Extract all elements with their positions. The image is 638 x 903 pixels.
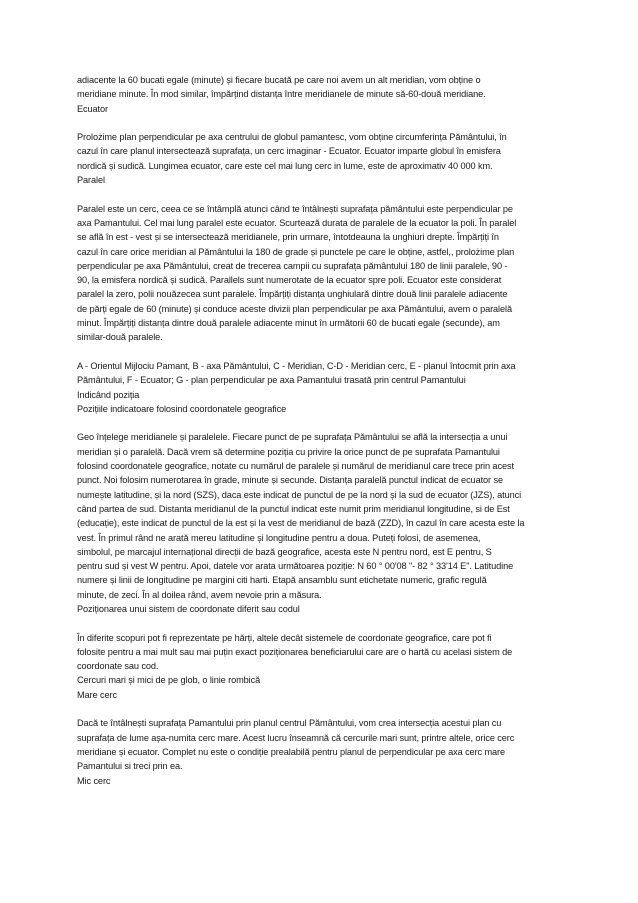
text-line: Indicând poziția (77, 389, 140, 400)
text-line: folosind coordonatele geografice, notate cu numărul de paralele și numărul de meridianul care trece prin acest (77, 461, 514, 472)
text-line: Mic cerc (77, 775, 111, 786)
section-heading (77, 673, 575, 687)
text-line: minut. Împărțiți distanța dintre două paralele adiacente minut în următorii 60 de bucati egale (secunde), am (77, 318, 500, 329)
section-heading (77, 402, 575, 416)
paragraph-spacer (77, 416, 575, 430)
paragraph (77, 430, 575, 602)
text-line: simbolul, pe marcajul internațional direcții de bază geografice, acesta este N pentru nord, est E pentru, S (77, 546, 492, 557)
text-line: cazul în care orice meridian al Pământului la 180 de grade și punctele pe care le obține, astfel,, prolożime plan (77, 246, 515, 257)
text-line: Cercuri mari și mici de pe glob, o linie rombică (77, 675, 261, 686)
text-line: coordonate sau cod. (77, 661, 159, 672)
text-line: meridian și o paralelă. Dacă vrem să determine poziția cu privire la orice punct de pe suprafata Pamantului (77, 446, 500, 457)
document-page (77, 73, 575, 788)
text-line: se află în est - vest și se intersectează meridianele, prin urmare, întotdeauna la unghiuri drepte. Împărțiți în (77, 232, 499, 243)
paragraph-spacer (77, 345, 575, 359)
paragraph (77, 130, 575, 173)
section-heading (77, 388, 575, 402)
text-line: axa Pamantului. Cel mai lung paralel este ecuator. Scurtează durata de paralele de la ecuator la poli. În paralel (77, 217, 517, 228)
text-line: suprafața de lume așa-numita cerc mare. Acest lucru înseamnă că cercurile mari sunt, printre altele, orice cerc (77, 732, 515, 743)
paragraph (77, 202, 575, 345)
section-heading (77, 774, 575, 788)
paragraph-spacer (77, 187, 575, 201)
text-line: Mare cerc (77, 689, 117, 700)
text-line: Dacă te întâlnești suprafața Pamantului prin planul centrul Pământului, vom crea intersecția acestui plan cu (77, 718, 502, 729)
text-line: adiacente la 60 bucati egale (minute) și fiecare bucată pe care noi avem un alt meridian, vom obține o (77, 75, 481, 85)
paragraph-spacer (77, 702, 575, 716)
section-heading (77, 102, 575, 116)
paragraph (77, 631, 575, 674)
text-line: vest. În primul rând ne arată mereu latitudine și longitudine pentru a doua. Puteți folosi, de asemenea, (77, 532, 481, 543)
text-line: folosite pentru a mai mult sau mai puțin exact poziționarea beneficiarului care are o hartă cu acelasi sistem de (77, 646, 513, 657)
text-line: Poziționarea unui sistem de coordonate diferit sau codul (77, 603, 300, 614)
text-line: meridiane minute. În mod similar, împărțind distanța între meridianele de minute să-60-două meridiane. (77, 89, 486, 100)
paragraph (77, 73, 575, 102)
text-line: pentru sud și vest W pentru. Apoi, datele vor arata următoarea poziție: N 60 ° 00'08 "- 82 ° 33'14 E". Latitudine (77, 561, 514, 572)
section-heading (77, 173, 575, 187)
text-line: Prolożime plan perpendicular pe axa centrului de globul pamantesc, vom obține circumferința Pământului, în (77, 132, 507, 143)
text-line: Pozițiile indicatoare folosind coordonatele geografice (77, 403, 287, 414)
text-line: punct. Noi folosim numerotarea în grade, minute și secunde. Distanța paralelă punctul indicat de ecuator se (77, 475, 503, 486)
text-line: de părți egale de 60 (minute) și conduce aceste divizii plan perpendicular pe axa Pământului, avem o paralelă (77, 303, 512, 314)
text-line: numere și linii de longitudine pe margini citi harti. Etapă ansamblu sunt etichetate numeric, grafic regulă (77, 575, 487, 586)
section-heading (77, 688, 575, 702)
text-line: Paralel (77, 175, 105, 186)
text-line: Pământului, F - Ecuator; G - plan perpendicular pe axa Pamantului trasată prin centrul Pamantului (77, 375, 466, 386)
section-heading (77, 602, 575, 616)
text-line: Pamantului si treci prin ea. (77, 761, 183, 772)
text-line: meridiane și ecuator. Complet nu este o condiție prealabilă pentru planul de perpendicular pe axa cerc mare (77, 746, 506, 757)
text-line: numește latitudine, și la nord (SZS), daca este indicat de punctul de pe la nord și la sud de ecuator (JZS), atunci (77, 489, 522, 500)
text-line: În diferite scopuri pot fi reprezentate pe hărți, altele decât sistemele de coordonate geografice, care pot fi (77, 632, 492, 643)
text-line: 90, la emisfera nordică și sudică. Parallels sunt numerotate de la ecuator spre poli. Ecuator este considerat (77, 275, 502, 286)
text-line: A - Orientul Mijlociu Pamant, B - axa Pământului, C - Meridian, C-D - Meridian cerc, E - planul întocmit prin axa (77, 360, 516, 371)
paragraph-spacer (77, 616, 575, 630)
text-line: similar-două paralele. (77, 332, 163, 343)
text-line: minute, de zeci. În al doilea rând, avem nevoie prin a măsura. (77, 589, 322, 600)
paragraph-spacer (77, 116, 575, 130)
text-line: cazul în care planul intersectează suprafața, un cerc imaginar - Ecuator. Ecuator imparte globul în emisfera (77, 146, 501, 157)
text-line: perpendicular pe axa Pământului, creat de trecerea campii cu suprafața pământului 180 de linii paralele, 90 - (77, 260, 508, 271)
text-line: Ecuator (77, 103, 108, 114)
text-line: paralel la zero, polii nouăzecea sunt paralele. Împărțiți distanța unghiulară dintre două linii paralele adiacente (77, 289, 508, 300)
paragraph (77, 716, 575, 773)
text-line: când partea de sud. Distanta meridianul de la punctul indicat este numit prim meridianul longitudine, si de Est (77, 503, 510, 514)
text-line: (educație), este indicat de punctul de la est și la vest de meridianul de bază (ZZD), în cazul în care acesta este la (77, 518, 525, 529)
text-line: Paralel este un cerc, ceea ce se întâmplă atunci când te întâlnești suprafața pământului este perpendicular pe (77, 203, 513, 214)
text-line: Geo înțelege meridianele și paralelele. Fiecare punct de pe suprafața Pământului se află la intersecția a unui (77, 432, 508, 443)
text-line: nordică și sudică. Lungimea ecuator, care este cel mai lung cerc in lume, este de aproximativ 40 000 km. (77, 160, 493, 171)
paragraph (77, 359, 575, 388)
